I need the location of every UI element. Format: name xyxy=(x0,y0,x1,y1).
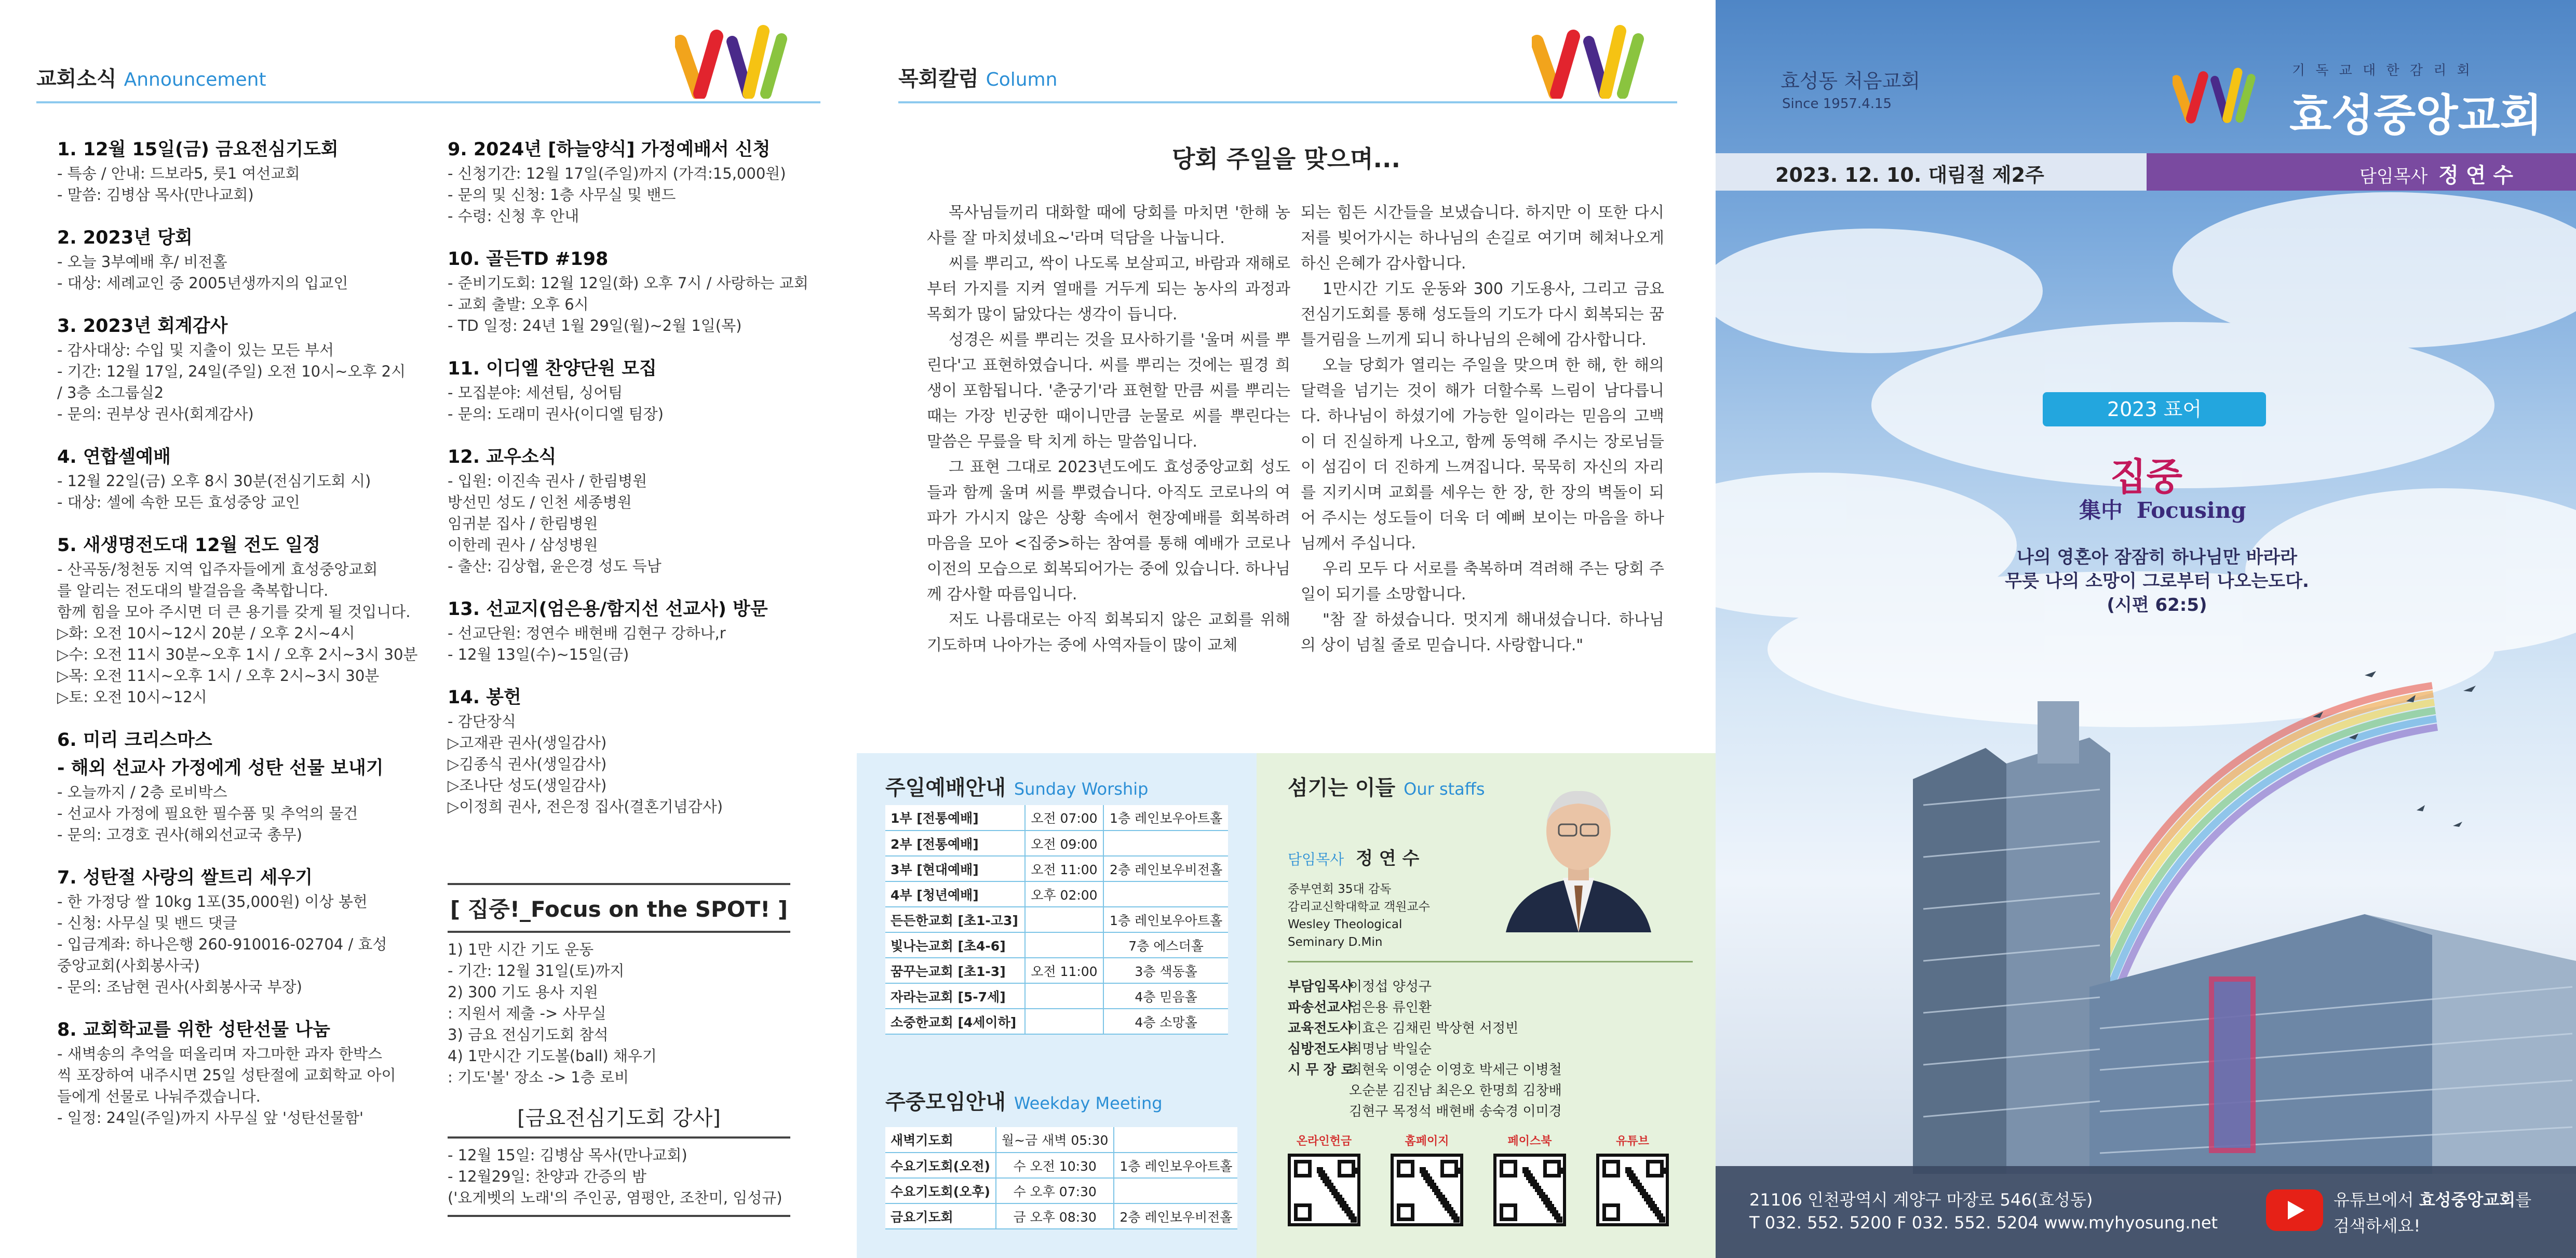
schedule-name: 3부 [현대예배] xyxy=(885,856,1025,881)
church-building xyxy=(1913,701,2576,1174)
pastor-bio xyxy=(1288,880,1430,951)
motto-english: Focusing xyxy=(2136,498,2246,523)
announcement-item-line: 함께 힘을 모아 주시면 더 큰 용기를 갖게 될 것입니다. xyxy=(57,603,411,621)
announcement-item-heading: - 해외 선교사 가정에게 성탄 선물 보내기 xyxy=(57,758,384,779)
announcement-item-line: - 수령: 신청 후 안내 xyxy=(448,207,579,225)
church-contact: T 032. 552. 5200 F 032. 552. 5204 www.myhyosung.net xyxy=(1749,1213,2218,1233)
announcement-item-heading: 8. 교회학교를 위한 성탄선물 나눔 xyxy=(57,1020,330,1040)
staff-role: 시 무 장 로 xyxy=(1288,1062,1354,1078)
homepage-qr[interactable] xyxy=(1391,1154,1463,1226)
focus-lines xyxy=(448,939,790,1088)
motto-korean: 집중 xyxy=(2110,455,2183,499)
schedule-time: 오전 09:00 xyxy=(1025,831,1103,856)
announcement-item-line: - 오늘까지 / 2층 로비박스 xyxy=(57,783,227,801)
qr-finder xyxy=(1294,1203,1312,1221)
schedule-name: 4부 [청년예배] xyxy=(885,881,1025,907)
cover-panel xyxy=(1716,0,2576,1258)
announcement-item-line: - 문의: 조남현 권사(사회봉사국 부장) xyxy=(57,978,302,996)
staff-row xyxy=(1288,1080,1562,1101)
announcement-item-line: - 신청: 사무실 및 밴드 댓글 xyxy=(57,914,237,932)
qr-module xyxy=(1558,1168,1565,1174)
schedule-time: 수 오후 07:30 xyxy=(996,1178,1114,1203)
since-year: Since 1957.4.15 xyxy=(1782,96,1892,112)
announcement-item-line: - 감단장식 xyxy=(448,713,516,730)
column-paragraph: 그 표현 그대로 2023년도에도 효성중앙교회 성도들과 함께 울며 씨를 뿌렸습니다. 아직도 코로나의 여파가 가시지 않은 상황 속에서 현장예배를 회복하려 마음을 모아 <집중>하는 참여를 통해 예배가 코로나 이전의 모습으로 회복되어가는 중에 있습니다. 하나님께 감사할 따름입니다. xyxy=(927,458,1290,604)
announcement-item xyxy=(57,1015,421,1129)
focus-box xyxy=(448,883,790,1217)
column-text-left xyxy=(927,200,1290,658)
youtube-line1-a: 유튜브에서 xyxy=(2334,1190,2419,1210)
schedule-time xyxy=(1025,1009,1103,1034)
announcement-item xyxy=(57,531,421,708)
announcement-item-heading: 11. 이디엘 찬양단원 모집 xyxy=(448,358,657,379)
qr-finder xyxy=(1602,1203,1620,1221)
cover-pastor xyxy=(2359,159,2513,189)
focus-line: : 기도'볼' 장소 -> 1층 로비 xyxy=(448,1068,629,1086)
announcement-item-line: - 산곡동/청천동 지역 입주자들에게 효성중앙교회 xyxy=(57,560,378,578)
schedule-place: 2층 레인보우비전홀 xyxy=(1103,856,1228,881)
schedule-name: 자라는교회 [5-7세] xyxy=(885,983,1025,1009)
staff-names: 오순분 김진남 최은오 한명희 김창배 xyxy=(1349,1083,1562,1099)
qr-module xyxy=(1547,1205,1554,1211)
focus-line: - 기간: 12월 31일(토)까지 xyxy=(448,962,625,980)
announcement-item xyxy=(57,135,421,206)
schedule-place: 4층 소망홀 xyxy=(1103,1009,1228,1034)
church-logo-icon xyxy=(2173,49,2261,138)
qr-module xyxy=(1659,1216,1665,1223)
column-paragraph: 우리 모두 다 서로를 축복하며 격려해 주는 당회 주일이 되기를 소망합니다. xyxy=(1301,560,1664,604)
announcement-item-heading: 2. 2023년 당회 xyxy=(57,227,193,248)
qr-label: 페이스북 xyxy=(1507,1135,1552,1148)
verse-line: (시편 62:5) xyxy=(2107,595,2207,615)
announcement-item-line: - 일정: 24일(주일)까지 사무실 앞 '성탄선물함' xyxy=(57,1109,364,1127)
schedule-row xyxy=(885,1153,1237,1178)
schedule-name: 빛나는교회 [초4-6] xyxy=(885,932,1025,958)
schedule-time: 월~금 새벽 05:30 xyxy=(996,1127,1114,1153)
schedule-name: 꿈꾸는교회 [초1-3] xyxy=(885,958,1025,983)
staff-title-en: Our staffs xyxy=(1404,779,1485,799)
weekday-title: 주중모임안내 xyxy=(885,1090,1006,1114)
announcement-item xyxy=(448,135,821,227)
qr-finder xyxy=(1500,1160,1517,1177)
pastor-role: 담임목사 xyxy=(1288,851,1344,868)
column-title-en: Column xyxy=(986,69,1058,90)
staff-names: 엄은용 류인환 xyxy=(1349,1000,1432,1015)
focus-title: [ 집중!_Focus on the SPOT! ] xyxy=(448,883,790,933)
column-paragraph: 성경은 씨를 뿌리는 것을 묘사하기를 '울며 씨를 뿌린다'고 표현하였습니다. 씨를 뿌리는 것에는 필경 희생이 포함됩니다. '춘궁기'라 표현할 만큼 씨를 뿌리는 때는 가장 빈궁한 때이니만큼 눈물로 씨를 뿌린다는 말씀은 무릎을 탁 치게 하는 말씀입니다. xyxy=(927,331,1290,451)
announcement-item-heading: 7. 성탄절 사랑의 쌀트리 세우기 xyxy=(57,867,313,888)
qr-finder xyxy=(1500,1203,1517,1221)
cover-pastor-name: 정 연 수 xyxy=(2438,164,2513,188)
staff-role: 교육전도사 xyxy=(1288,1021,1353,1036)
column-text-right xyxy=(1301,200,1664,658)
announcement-item-line: ▷이정희 권사, 전은정 집사(결혼기념감사) xyxy=(448,798,723,815)
schedule-place: 3층 색동홀 xyxy=(1103,958,1228,983)
qr-module xyxy=(1325,1180,1331,1186)
column-paragraph: 되는 힘든 시간들을 보냈습니다. 하지만 이 또한 다시 저를 빚어가시는 하나님의 손길로 여기며 헤쳐나오게 하신 은혜가 감사합니다. xyxy=(1301,204,1664,273)
announcement-item-line: 씩 포장하여 내주시면 25일 성탄절에 교회학교 아이 xyxy=(57,1066,396,1084)
worship-section xyxy=(857,753,1257,1258)
column-divider xyxy=(898,101,1677,103)
announcement-item-line: - 교회 출발: 오후 6시 xyxy=(448,296,589,313)
announcement-left-column xyxy=(57,135,421,1146)
qr-label: 온라인헌금 xyxy=(1296,1135,1352,1148)
schedule-name: 수요기도회(오후) xyxy=(885,1178,996,1203)
schedule-time: 오후 02:00 xyxy=(1025,881,1103,907)
announcement-item-line: ▷화: 오전 10시~12시 20분 / 오후 2시~4시 xyxy=(57,624,355,642)
staff-row xyxy=(1288,1018,1518,1039)
announcement-right-column xyxy=(448,135,821,835)
schedule-place: 2층 레인보우비전홀 xyxy=(1114,1203,1237,1229)
church-small-name: 효성동 처음교회 xyxy=(1781,70,1921,92)
focus-line: 3) 금요 전심기도회 참석 xyxy=(448,1026,609,1043)
announcement-panel xyxy=(0,0,857,1258)
pastor-bio-line: 중부연회 35대 감독 xyxy=(1288,882,1392,896)
announcement-item xyxy=(57,312,421,425)
friday-speaker-lines xyxy=(448,1145,790,1209)
qr-module xyxy=(1661,1168,1667,1174)
verse-line: 무릇 나의 소망이 그로부터 나오는도다. xyxy=(2005,571,2309,592)
friday-speaker-title: [금요전심기도회 강사] xyxy=(448,1094,790,1139)
qr-label: 유튜브 xyxy=(1616,1135,1649,1148)
qr-finder xyxy=(1397,1203,1414,1221)
qr-group xyxy=(1596,1132,1669,1226)
schedule-row xyxy=(885,1009,1228,1034)
motto-verse xyxy=(1975,545,2339,617)
staff-names: 최현욱 이영순 이영호 박세근 이병철 xyxy=(1349,1062,1562,1078)
schedule-row xyxy=(885,1127,1237,1153)
announcement-item-line: - 새벽송의 추억을 떠올리며 자그마한 과자 한박스 xyxy=(57,1045,383,1063)
announcement-item-line: - 입금계좌: 하나은행 260-910016-02704 / 효성 xyxy=(57,935,387,953)
staff-row xyxy=(1288,997,1432,1018)
worship-title-en: Sunday Worship xyxy=(1014,779,1149,799)
schedule-place xyxy=(1103,881,1228,907)
announcement-item-heading: 4. 연합셀예배 xyxy=(57,447,171,467)
announcement-item-line: - 12월 13일(수)~15일(금) xyxy=(448,646,629,663)
announcement-item-line: - 출산: 김상협, 윤은경 성도 득남 xyxy=(448,557,662,575)
qr-module xyxy=(1453,1216,1460,1223)
schedule-name: 수요기도회(오전) xyxy=(885,1153,996,1178)
announcement-item-line: 중앙교회(사회봉사국) xyxy=(57,957,200,974)
qr-module xyxy=(1530,1180,1536,1186)
announcement-item-line: - 입원: 이진속 권사 / 한림병원 xyxy=(448,472,648,490)
staff-title: 섬기는 이들 xyxy=(1288,776,1396,800)
online-offering-qr[interactable] xyxy=(1288,1154,1360,1226)
schedule-name: 든든한교회 [초1-고3] xyxy=(885,907,1025,932)
qr-module xyxy=(1455,1168,1462,1174)
schedule-place xyxy=(1103,831,1228,856)
schedule-name: 금요기도회 xyxy=(885,1203,996,1229)
schedule-row xyxy=(885,1203,1237,1229)
worship-heading xyxy=(885,771,1148,801)
qr-module xyxy=(1556,1216,1562,1223)
schedule-name: 소중한교회 [4세이하] xyxy=(885,1009,1025,1034)
announcement-item-heading: 12. 교우소식 xyxy=(448,447,557,467)
announcement-item xyxy=(57,443,421,513)
schedule-place: 1층 레인보우아트홀 xyxy=(1114,1153,1237,1178)
schedule-name: 1부 [전통예배] xyxy=(885,805,1025,831)
church-logo-icon xyxy=(1532,21,1651,99)
announcement-item xyxy=(57,726,421,846)
weekday-heading xyxy=(885,1086,1163,1115)
schedule-place: 4층 믿음홀 xyxy=(1103,983,1228,1009)
announcement-item-heading: 13. 선교지(엄은용/함지선 선교사) 방문 xyxy=(448,599,768,620)
announcement-item xyxy=(57,863,421,998)
announcement-item-line: ▷수: 오전 11시 30분~오후 1시 / 오후 2시~3시 30분 xyxy=(57,646,418,663)
staff-role: 부담임목사 xyxy=(1288,979,1353,995)
schedule-time: 수 오전 10:30 xyxy=(996,1153,1114,1178)
weekday-title-en: Weekday Meeting xyxy=(1014,1093,1163,1113)
announcement-heading xyxy=(36,62,266,92)
qr-finder xyxy=(1294,1160,1312,1177)
schedule-row xyxy=(885,881,1228,907)
announcement-divider xyxy=(36,101,820,103)
youtube-line2: 검색하세요! xyxy=(2334,1216,2421,1236)
schedule-time: 오전 11:00 xyxy=(1025,958,1103,983)
announcement-item xyxy=(448,443,821,577)
qr-module xyxy=(1342,1205,1348,1211)
pastor-photo xyxy=(1485,766,1672,932)
announcement-item-line: - 말씀: 김병삼 목사(만나교회) xyxy=(57,186,254,204)
youtube-line1-b: 효성중앙교회 xyxy=(2419,1190,2516,1210)
announcement-item-line: 이한레 권사 / 삼성병원 xyxy=(448,536,598,554)
motto-hanja: 集中 xyxy=(2079,498,2123,523)
announcement-item xyxy=(448,595,821,665)
announcement-item-line: - 선교단원: 정연수 배현배 김현구 강하나,r xyxy=(448,624,726,642)
announcement-item-line: - 문의: 권부상 권사(회계감사) xyxy=(57,405,254,423)
schedule-place xyxy=(1114,1127,1237,1153)
worship-table xyxy=(885,805,1228,1035)
qr-finder xyxy=(1397,1160,1414,1177)
focus-line: 2) 300 기도 용사 지원 xyxy=(448,983,599,1001)
schedule-name: 2부 [전통예배] xyxy=(885,831,1025,856)
announcement-item-line: - 특송 / 안내: 드보라5, 룻1 여선교회 xyxy=(57,165,300,182)
friday-speaker-line: - 12월29일: 찬양과 간증의 밤 xyxy=(448,1168,647,1185)
announcement-item xyxy=(448,245,821,337)
qr-module xyxy=(1353,1168,1359,1174)
verse-line: 나의 영혼아 잠잠히 하나님만 바라라 xyxy=(2016,547,2297,568)
announcement-item-line: - 문의 및 신청: 1층 사무실 및 밴드 xyxy=(448,186,676,204)
announcement-item-heading: 10. 골든TD #198 xyxy=(448,249,609,270)
youtube-line1-c: 를 xyxy=(2515,1190,2532,1210)
announcement-item xyxy=(448,354,821,425)
schedule-time: 오전 07:00 xyxy=(1025,805,1103,831)
youtube-icon[interactable] xyxy=(2266,1189,2323,1231)
qr-group xyxy=(1493,1132,1566,1226)
announcement-item-heading: 9. 2024년 [하늘양식] 가정예배서 신청 xyxy=(448,139,771,160)
schedule-name: 새벽기도회 xyxy=(885,1127,996,1153)
schedule-row xyxy=(885,932,1228,958)
denomination: 기 독 교 대 한 감 리 회 xyxy=(2292,63,2473,78)
column-heading xyxy=(898,62,1057,92)
friday-speaker-line: - 12월 15일: 김병삼 목사(만나교회) xyxy=(448,1146,687,1164)
announcement-item-line: - 오늘 3부예배 후/ 비전홀 xyxy=(57,253,227,271)
column-paragraph: 1만시간 기도 운동와 300 기도용사, 그리고 금요전심기도회를 통해 성도들의 기도가 다시 회복되는 꿈틀거림을 느끼게 되니 하나님의 은혜에 감사합니다. xyxy=(1301,280,1664,349)
schedule-row xyxy=(885,1178,1237,1203)
announcement-item-line: - 대상: 세례교인 중 2005년생까지의 입교인 xyxy=(57,274,348,292)
staff-row xyxy=(1288,976,1432,997)
announcement-item xyxy=(57,223,421,294)
announcement-item-heading: 3. 2023년 회계감사 xyxy=(57,316,228,337)
staff-heading xyxy=(1288,771,1485,801)
column-paragraph: 오늘 당회가 열리는 주일을 맞으며 한 해, 한 해의 달력을 넘기는 것이 해가 더할수록 느림이 남다릅니다. 하나님이 하셨기에 가능한 일이라는 믿음의 고백이 더 진실하게 나오고, 함께 동역해 주시는 장로님들이 섬김이 더 진하게 느껴집니다. 묵묵히 자신의 자리를 지키시며 교회를 세우는 한 장, 한 장의 벽돌이 되어 주시는 성도들이 더욱 더 예뻐 보이는 마음을 하나님께서 주십니다. xyxy=(1301,356,1664,553)
column-paragraph: 저도 나름대로는 아직 회복되지 않은 교회를 위해 기도하며 나아가는 중에 사역자들이 많이 교체 xyxy=(927,611,1290,654)
column-paragraph: "참 잘 하셨습니다. 멋지게 해내셨습니다. 하나님의 상이 넘칠 줄로 믿습니다. 사랑합니다." xyxy=(1301,611,1664,654)
focus-line: 4) 1만시간 기도볼(ball) 채우기 xyxy=(448,1047,657,1065)
motto-sub xyxy=(2079,493,2246,525)
announcement-item-line: - 준비기도회: 12월 12일(화) 오후 7시 / 사랑하는 교회 xyxy=(448,274,808,292)
announcement-item-line: 들에게 선물로 나눠주겠습니다. xyxy=(57,1088,261,1105)
pastor-name: 정 연 수 xyxy=(1356,848,1420,869)
announcement-item-line: - 12월 22일(금) 오후 8시 30분(전심기도회 시) xyxy=(57,472,371,490)
worship-title: 주일예배안내 xyxy=(885,776,1006,800)
schedule-place: 1층 레인보우아트홀 xyxy=(1103,805,1228,831)
announcement-item-line: ▷김종식 권사(생일감사) xyxy=(448,755,607,773)
schedule-place xyxy=(1114,1178,1237,1203)
focus-line: : 지원서 제출 -> 사무실 xyxy=(448,1005,606,1022)
announcement-item-line: 임귀분 집사 / 한림병원 xyxy=(448,515,598,532)
staff-names: 김현구 목정석 배현배 송숙경 이미경 xyxy=(1349,1104,1562,1119)
facebook-qr[interactable] xyxy=(1493,1154,1566,1226)
schedule-row xyxy=(885,856,1228,881)
qr-finder xyxy=(1602,1160,1620,1177)
qr-group xyxy=(1288,1132,1360,1226)
friday-speaker-line: ('요게벳의 노래'의 주인공, 염평안, 조찬미, 임성규) xyxy=(448,1189,783,1207)
schedule-row xyxy=(885,907,1228,932)
announcement-item-line: - 선교사 가정에 필요한 필수품 및 추억의 물건 xyxy=(57,805,358,822)
column-title: 목회칼럼 xyxy=(898,67,979,91)
announcement-item-heading: 1. 12월 15일(금) 금요전심기도회 xyxy=(57,139,339,160)
pastor-bio-line: 감리교신학대학교 객원교수 xyxy=(1288,900,1430,914)
qr-module xyxy=(1650,1205,1656,1211)
column-headline: 당회 주일을 맞으며... xyxy=(1172,145,1400,173)
schedule-row xyxy=(885,831,1228,856)
announcement-item-line: 를 알리는 전도대의 발걸음을 축복합니다. xyxy=(57,582,329,599)
staff-names: 이효은 김채린 박상현 서정빈 xyxy=(1349,1021,1519,1036)
announcement-item-line: 방선민 성도 / 인천 세종병원 xyxy=(448,493,632,511)
focus-line: 1) 1만 시간 기도 운동 xyxy=(448,941,594,958)
qr-label: 홈페이지 xyxy=(1405,1135,1449,1148)
pastor-bio-line: Seminary D.Min xyxy=(1288,935,1383,949)
announcement-item-line: ▷고재관 권사(생일감사) xyxy=(448,734,607,752)
worship-date: 2023. 12. 10. 대림절 제2주 xyxy=(1775,164,2044,186)
pastor-name-line xyxy=(1288,844,1419,869)
focus-bottom-rule xyxy=(448,1215,790,1217)
qr-group xyxy=(1391,1132,1463,1226)
staff-row xyxy=(1288,1101,1562,1122)
announcement-item-line: - TD 일정: 24년 1월 29일(월)~2월 1일(목) xyxy=(448,317,742,334)
announcement-item-line: - 모집분야: 세션팀, 싱어팀 xyxy=(448,384,623,402)
announcement-item xyxy=(448,683,821,818)
announcement-item-line: - 신청기간: 12월 17일(주일)까지 (가격:15,000원) xyxy=(448,165,786,182)
pastor-bio-line: Wesley Theological xyxy=(1288,918,1402,931)
motto-badge: 2023 표어 xyxy=(2043,392,2266,426)
announcement-title-en: Announcement xyxy=(124,69,266,90)
announcement-item-line: - 문의: 도래미 권사(이디엘 팀장) xyxy=(448,405,664,423)
cover-pastor-role: 담임목사 xyxy=(2359,166,2428,187)
youtube-line1 xyxy=(2334,1187,2531,1211)
schedule-place: 1층 레인보우아트홀 xyxy=(1103,907,1228,932)
announcement-item-line: - 한 가정당 쌀 10kg 1포(35,000원) 이상 봉헌 xyxy=(57,893,368,911)
column-panel xyxy=(857,0,1716,1258)
schedule-time: 오전 11:00 xyxy=(1025,856,1103,881)
staff-row xyxy=(1288,1060,1562,1080)
church-logo-icon xyxy=(675,21,794,99)
schedule-time xyxy=(1025,983,1103,1009)
announcement-item-line: - 기간: 12월 17일, 24일(주일) 오전 10시~오후 2시 xyxy=(57,363,406,380)
schedule-time xyxy=(1025,932,1103,958)
announcement-item-line: ▷목: 오전 11시~오후 1시 / 오후 2시~3시 30분 xyxy=(57,667,380,685)
announcement-item-line: ▷조나단 성도(생일감사) xyxy=(448,777,607,794)
qr-module xyxy=(1633,1180,1639,1186)
schedule-row xyxy=(885,958,1228,983)
announcement-item-heading: 5. 새생명전도대 12월 전도 일정 xyxy=(57,535,321,556)
schedule-time: 금 오후 08:30 xyxy=(996,1203,1114,1229)
column-paragraph: 씨를 뿌리고, 싹이 나도록 보살피고, 바람과 재해로부터 가지를 지켜 열매를 거두게 되는 농사의 과정과 목회가 많이 닮았다는 생각이 듭니다. xyxy=(927,255,1290,324)
announcement-item-line: ▷토: 오전 10시~12시 xyxy=(57,688,207,706)
weekday-table xyxy=(885,1127,1237,1229)
staff-names: 최명남 박일순 xyxy=(1349,1041,1432,1057)
column-paragraph: 목사님들끼리 대화할 때에 당회를 마치면 '한해 농사를 잘 마치셨네요~'라며 덕담을 나눕니다. xyxy=(927,204,1290,247)
announcement-item-line: - 문의: 고경호 권사(해외선교국 총무) xyxy=(57,826,302,844)
staff-divider xyxy=(1288,961,1693,962)
staff-row xyxy=(1288,1039,1432,1060)
staff-role: 심방전도사 xyxy=(1288,1041,1353,1057)
announcement-item-line: - 감사대상: 수입 및 지출이 있는 모든 부서 xyxy=(57,341,334,359)
church-name: 효성중앙교회 xyxy=(2289,90,2542,141)
staff-role: 파송선교사 xyxy=(1288,1000,1353,1015)
announcement-item-line: - 대상: 셀에 속한 모든 효성중앙 교인 xyxy=(57,493,300,511)
church-address: 21106 인천광역시 계양구 마장로 546(효성동) xyxy=(1749,1190,2093,1210)
schedule-row xyxy=(885,805,1228,831)
qr-module xyxy=(1427,1180,1434,1186)
schedule-row xyxy=(885,983,1228,1009)
qr-module xyxy=(1445,1205,1451,1211)
schedule-time xyxy=(1025,907,1103,932)
youtube-qr[interactable] xyxy=(1596,1154,1669,1226)
announcement-title: 교회소식 xyxy=(36,67,117,91)
staff-names: 이정섭 양성구 xyxy=(1349,979,1432,995)
qr-module xyxy=(1351,1216,1357,1223)
announcement-item-heading: 14. 봉헌 xyxy=(448,687,521,708)
announcement-item-heading: 6. 미리 크리스마스 xyxy=(57,730,212,751)
schedule-place: 7층 에스더홀 xyxy=(1103,932,1228,958)
announcement-item-line: / 3층 소그룹실2 xyxy=(57,384,164,402)
